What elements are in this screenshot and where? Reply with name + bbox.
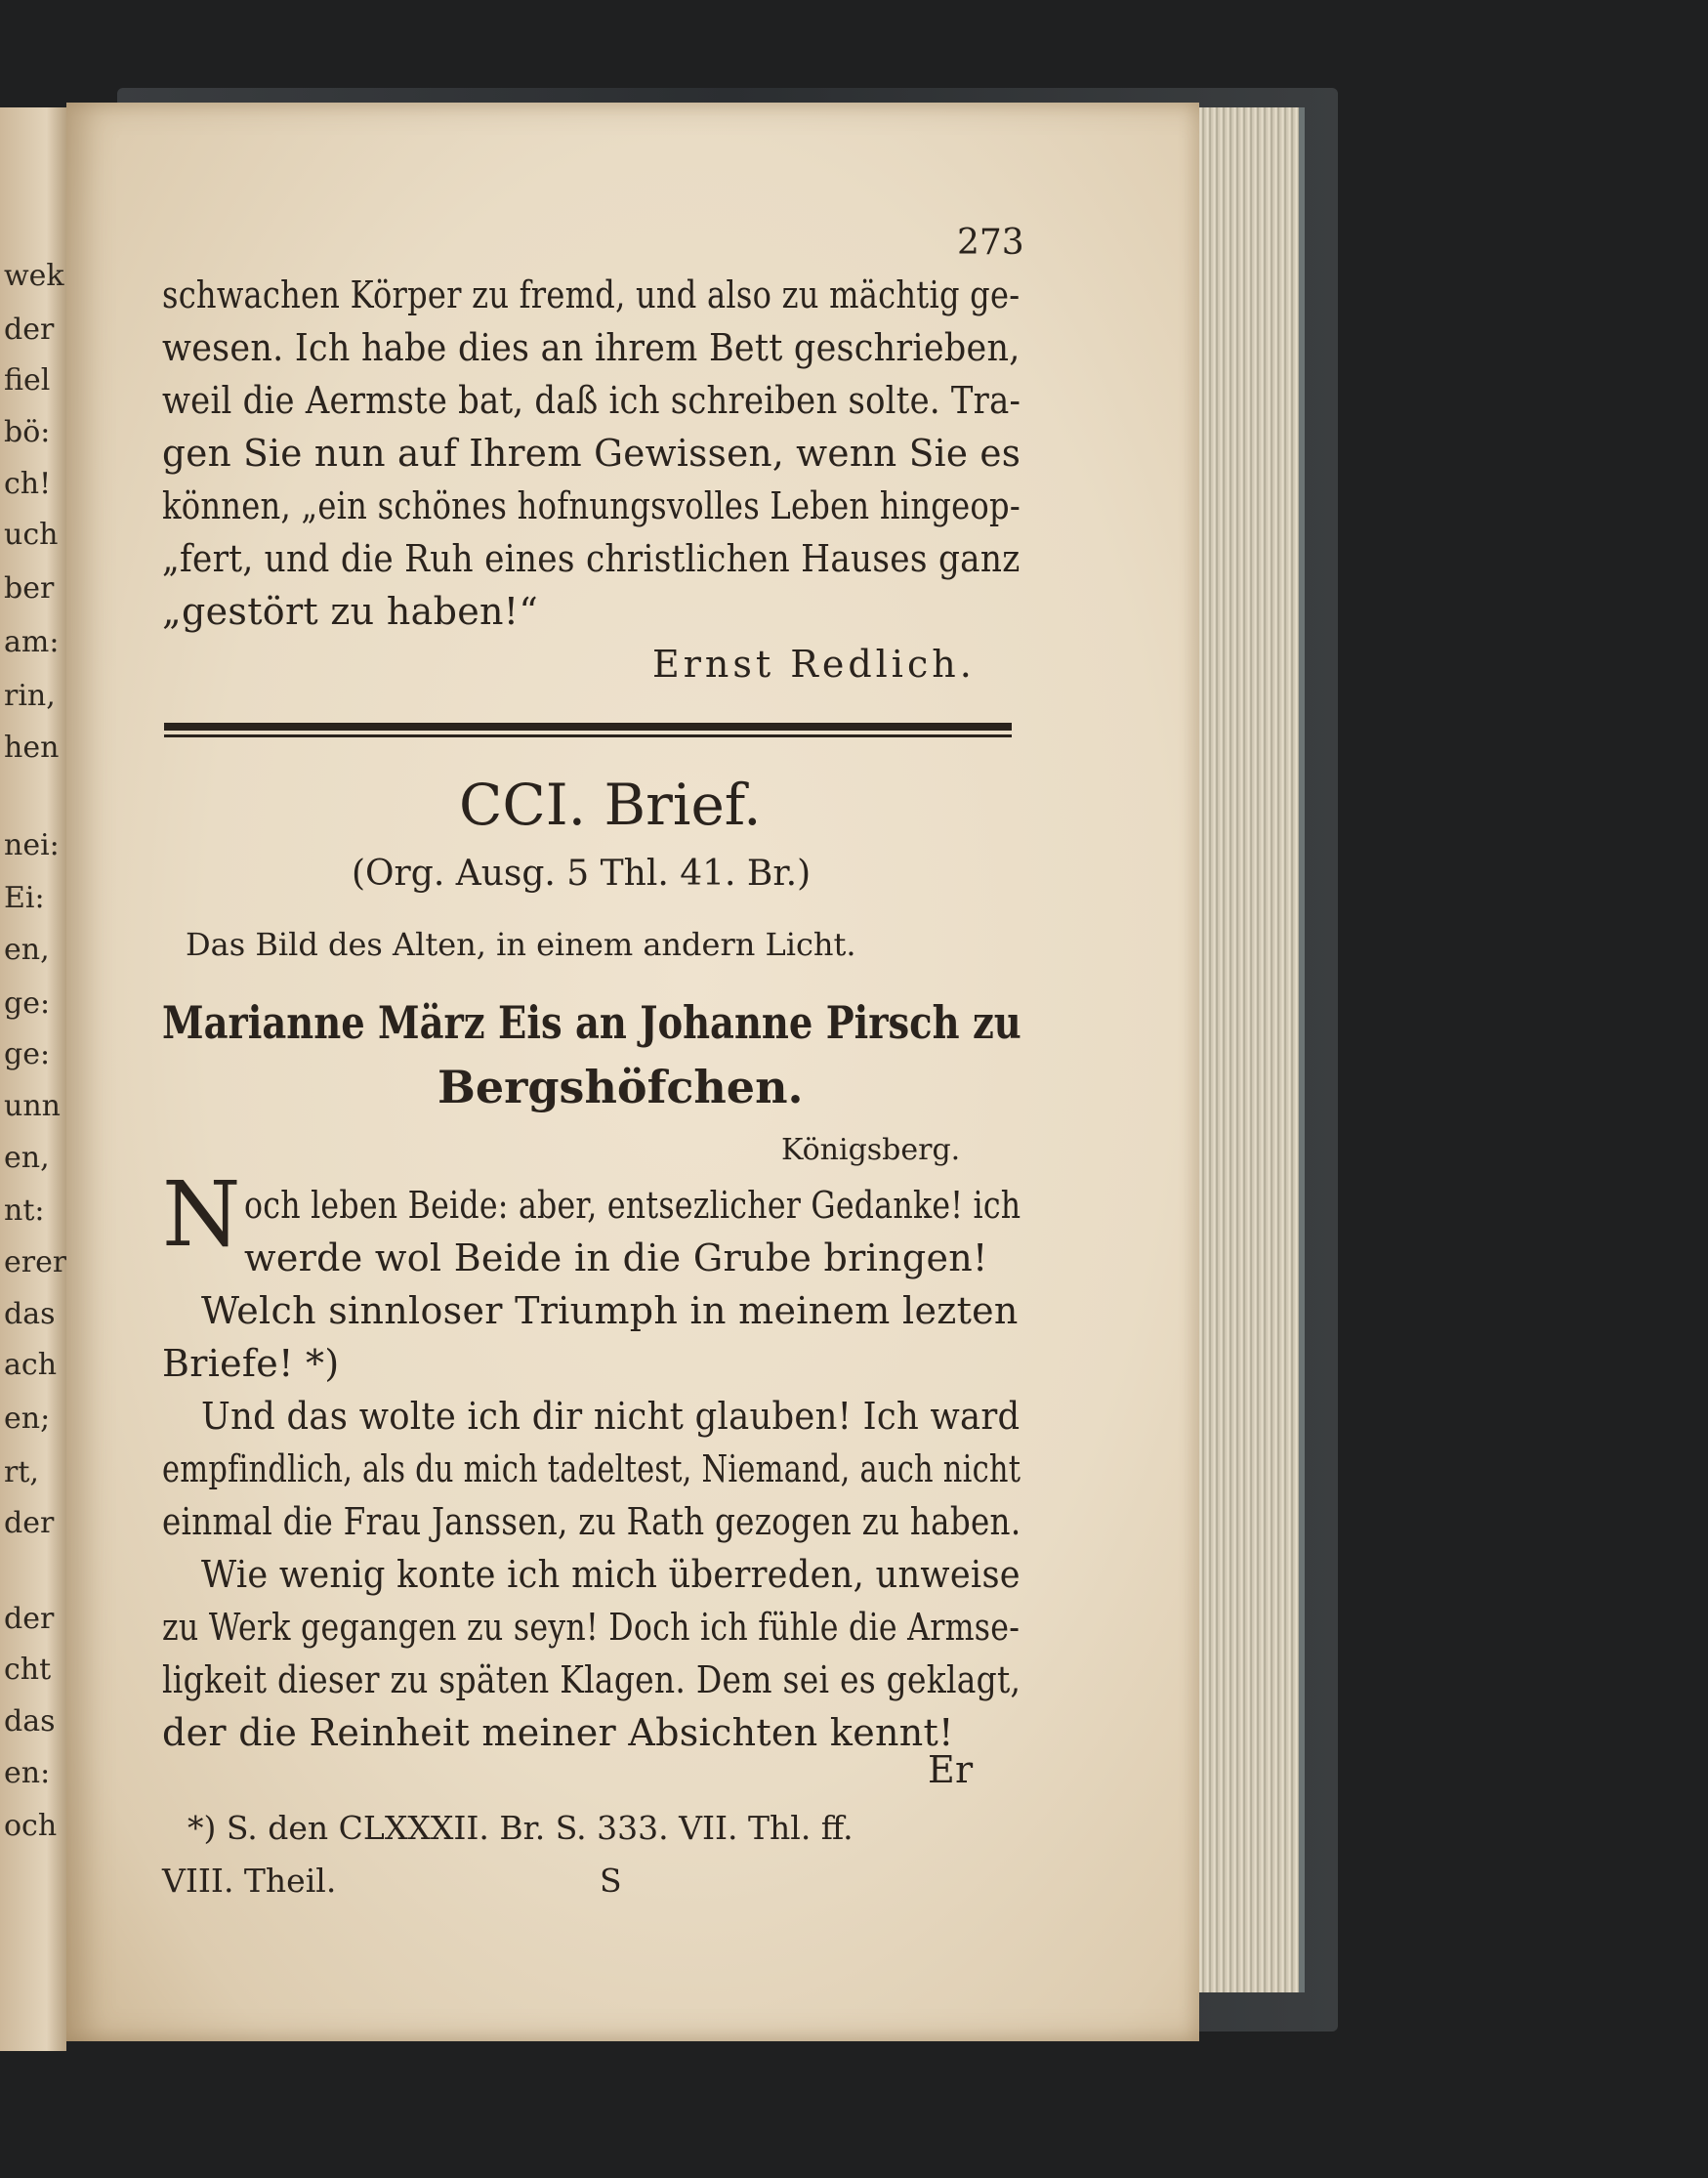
margin-fragment: ber (4, 571, 55, 606)
signature-mark: S (600, 1862, 622, 1900)
margin-fragment: ge: (4, 986, 51, 1021)
text-line: Briefe! *) (162, 1342, 340, 1385)
margin-fragment: hen (4, 731, 60, 765)
margin-fragment: nt: (4, 1194, 45, 1228)
drop-initial: N (162, 1162, 241, 1267)
text-line: Welch sinnloser Triumph in meinem lezten (201, 1289, 1019, 1332)
margin-fragment: der (4, 1506, 55, 1540)
margin-fragment: erer (4, 1245, 67, 1279)
text-line: schwachen Körper zu fremd, und also zu mächtig ge- (162, 273, 1021, 316)
margin-fragment: uch (4, 518, 59, 552)
margin-fragment: nei: (4, 828, 60, 862)
margin-fragment: fiel (4, 363, 51, 398)
margin-fragment: cht (4, 1653, 52, 1687)
margin-fragment: ach (4, 1348, 58, 1382)
margin-fragment: en; (4, 1402, 51, 1436)
page-edges (1191, 107, 1305, 1992)
text-line: ligkeit dieser zu späten Klagen. Dem sei es geklagt, (162, 1658, 1021, 1701)
letter-title-line1: Marianne März Eis an Johanne Pirsch zu (162, 996, 1021, 1049)
margin-fragment: en, (4, 1141, 50, 1175)
margin-fragment: och (4, 1809, 58, 1843)
section-divider-thin (164, 734, 1012, 737)
text-line: wesen. Ich habe dies an ihrem Bett geschrieben, (162, 326, 1021, 369)
margin-fragment: wek (4, 259, 64, 293)
letter-place: Königsberg. (781, 1133, 961, 1167)
margin-fragment: bö: (4, 415, 51, 449)
text-line: zu Werk gegangen zu seyn! Doch ich fühle die Armse- (162, 1606, 1021, 1649)
margin-fragment: ch! (4, 467, 52, 501)
margin-fragment: en: (4, 1756, 51, 1790)
margin-fragment: das (4, 1297, 56, 1331)
margin-fragment: der (4, 313, 55, 347)
letter-subtitle: Das Bild des Alten, in einem andern Licht. (186, 926, 856, 963)
signature: Ernst Redlich. (652, 643, 976, 686)
margin-fragment: rt, (4, 1455, 39, 1489)
margin-fragment: Ei: (4, 881, 45, 915)
footnote: *) S. den CLXXXII. Br. S. 333. VII. Thl. ff. (187, 1809, 854, 1847)
volume-mark: VIII. Theil. (162, 1862, 337, 1900)
edition-note: (Org. Ausg. 5 Thl. 41. Br.) (352, 854, 812, 894)
text-line: empfindlich, als du mich tadeltest, Niemand, auch nicht (162, 1447, 1021, 1490)
margin-fragment: rin, (4, 679, 56, 713)
margin-fragment: das (4, 1704, 56, 1738)
page-number: 273 (957, 223, 1024, 263)
text-line: weil die Aermste bat, daß ich schreiben solte. Tra- (162, 379, 1021, 422)
text-line: Und das wolte ich dir nicht glauben! Ich ward (201, 1395, 1021, 1438)
text-line: der die Reinheit meiner Absichten kennt! (162, 1711, 954, 1754)
margin-fragment: am: (4, 625, 60, 659)
margin-fragment: unn (4, 1089, 61, 1123)
text-line: och leben Beide: aber, entsezlicher Gedanke! ich (244, 1184, 1021, 1227)
letter-heading: CCI. Brief. (459, 772, 762, 838)
text-line: gen Sie nun auf Ihrem Gewissen, wenn Sie es (162, 432, 1021, 475)
text-line: einmal die Frau Janssen, zu Rath gezogen zu haben. (162, 1500, 1021, 1543)
text-line: „fert, und die Ruh eines christlichen Hauses ganz (162, 537, 1021, 580)
text-line: können, „ein schönes hofnungsvolles Leben hingeop- (162, 484, 1021, 527)
letter-title-line2: Bergshöfchen. (437, 1061, 804, 1113)
text-line: werde wol Beide in die Grube bringen! (244, 1236, 988, 1279)
margin-fragment: en, (4, 933, 50, 967)
section-divider (164, 723, 1012, 731)
margin-fragment: ge: (4, 1037, 51, 1071)
text-line: „gestört zu haben!“ (162, 590, 539, 633)
margin-fragment: der (4, 1602, 55, 1636)
catchword: Er (928, 1748, 974, 1791)
text-line: Wie wenig konte ich mich überreden, unweise (201, 1553, 1021, 1596)
